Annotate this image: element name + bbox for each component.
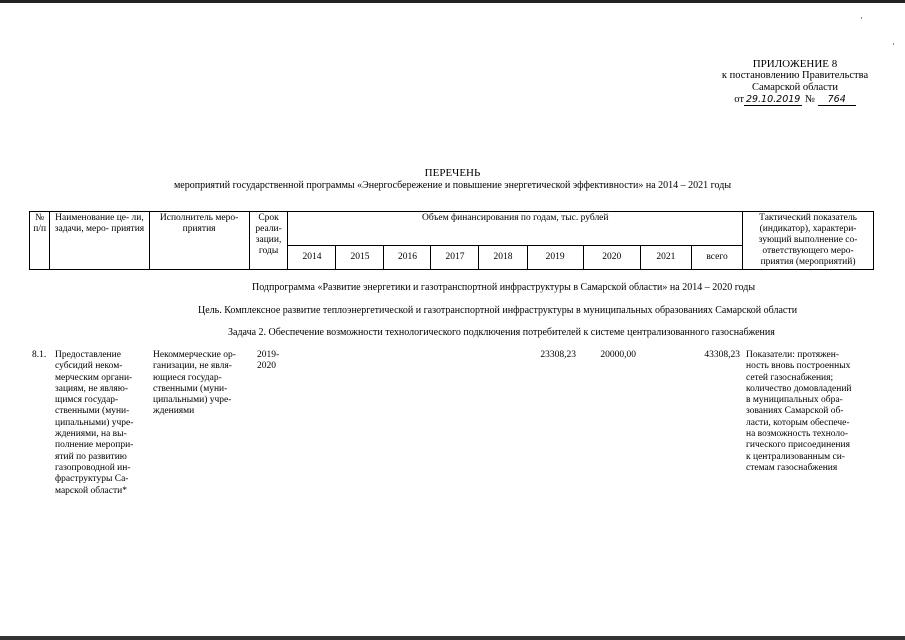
document-subtitle: мероприятий государственной программы «Энергосбережение и повышение энергетической эффективности» на 2014 – 2021 годы	[173, 180, 732, 191]
appendix-block	[700, 58, 890, 106]
year-2016: 2016	[384, 246, 431, 270]
row-name: Предоставление субсидий неком- мерческим органи- зациям, не являю- щимся государ- ственными (муни- ципальными) учре- ждениями, на вы- полнение меропри- ятий по развитию газопроводной ин- фраструктуры Са- марской области*	[55, 350, 134, 496]
number-prefix: №	[804, 94, 815, 105]
date-prefix: от	[734, 94, 744, 105]
row-executor: Некоммерческие ор- ганизации, не явля- ющиеся государ- ственными (муни- ципальными) учре- ждениями	[153, 350, 236, 417]
appendix-date-line	[734, 94, 856, 106]
appendix-title: ПРИЛОЖЕНИЕ 8	[752, 58, 838, 70]
header-name: Наименование це- ли, задачи, меро- приятия	[50, 212, 149, 270]
header-term: Срок реали- зации, годы	[249, 212, 288, 270]
header-executor: Исполнитель меро- приятия	[149, 212, 249, 270]
year-2017: 2017	[431, 246, 479, 270]
header-funding: Объем финансирования по годам, тыс. рублей	[288, 212, 743, 246]
header-indicator: Тактический показатель (индикатор), характери- зующий выполнение со- ответствующего меро- приятия (мероприятий)	[743, 212, 874, 270]
year-2014: 2014	[288, 246, 336, 270]
document-title: ПЕРЕЧЕНЬ	[424, 167, 481, 179]
year-2019: 2019	[527, 246, 583, 270]
subprogram-heading: Подпрограмма «Развитие энергетики и газотранспортной инфраструктуры в Самарской области» на 2014 – 2020 годы	[252, 282, 756, 293]
year-2021: 2021	[640, 246, 691, 270]
scan-bottom-edge	[0, 636, 905, 640]
handwritten-date: 29.10.2019	[745, 94, 801, 105]
row-number: 8.1.	[32, 350, 47, 360]
row-indicator: Показатели: протяжен- ность вновь построенных сетей газоснабжения; количество домовладений в муниципальных обра- зованиях Самарской об- ласти, которым обеспече- на возможность техноло- гического присоединения к централизованным си- стемам газоснабжения	[746, 350, 852, 473]
year-2020: 2020	[583, 246, 640, 270]
program-table	[29, 211, 874, 270]
scan-speck: ·	[892, 39, 895, 49]
scan-top-edge	[0, 0, 905, 3]
appendix-line-3: Самарской области	[752, 82, 838, 93]
scan-speck: ·	[860, 13, 863, 23]
year-2018: 2018	[479, 246, 527, 270]
goal-heading: Цель. Комплексное развитие теплоэнергетической и газотранспортной инфраструктуры в муниципальных образованиях Самарской области	[198, 305, 798, 316]
row-value-2020: 20000,00	[600, 350, 636, 360]
appendix-line-2: к постановлению Правительства	[721, 70, 869, 81]
task-heading: Задача 2. Обеспечение возможности технологического подключения потребителей к системе централизованного газоснабжения	[228, 327, 775, 338]
year-total: всего	[691, 246, 742, 270]
year-2015: 2015	[336, 246, 384, 270]
row-value-total: 43308,23	[704, 350, 740, 360]
header-num: № п/п	[30, 212, 50, 270]
row-term: 2019- 2020	[257, 350, 280, 372]
row-value-2019: 23308,23	[540, 350, 576, 360]
handwritten-number: 764	[818, 94, 856, 106]
